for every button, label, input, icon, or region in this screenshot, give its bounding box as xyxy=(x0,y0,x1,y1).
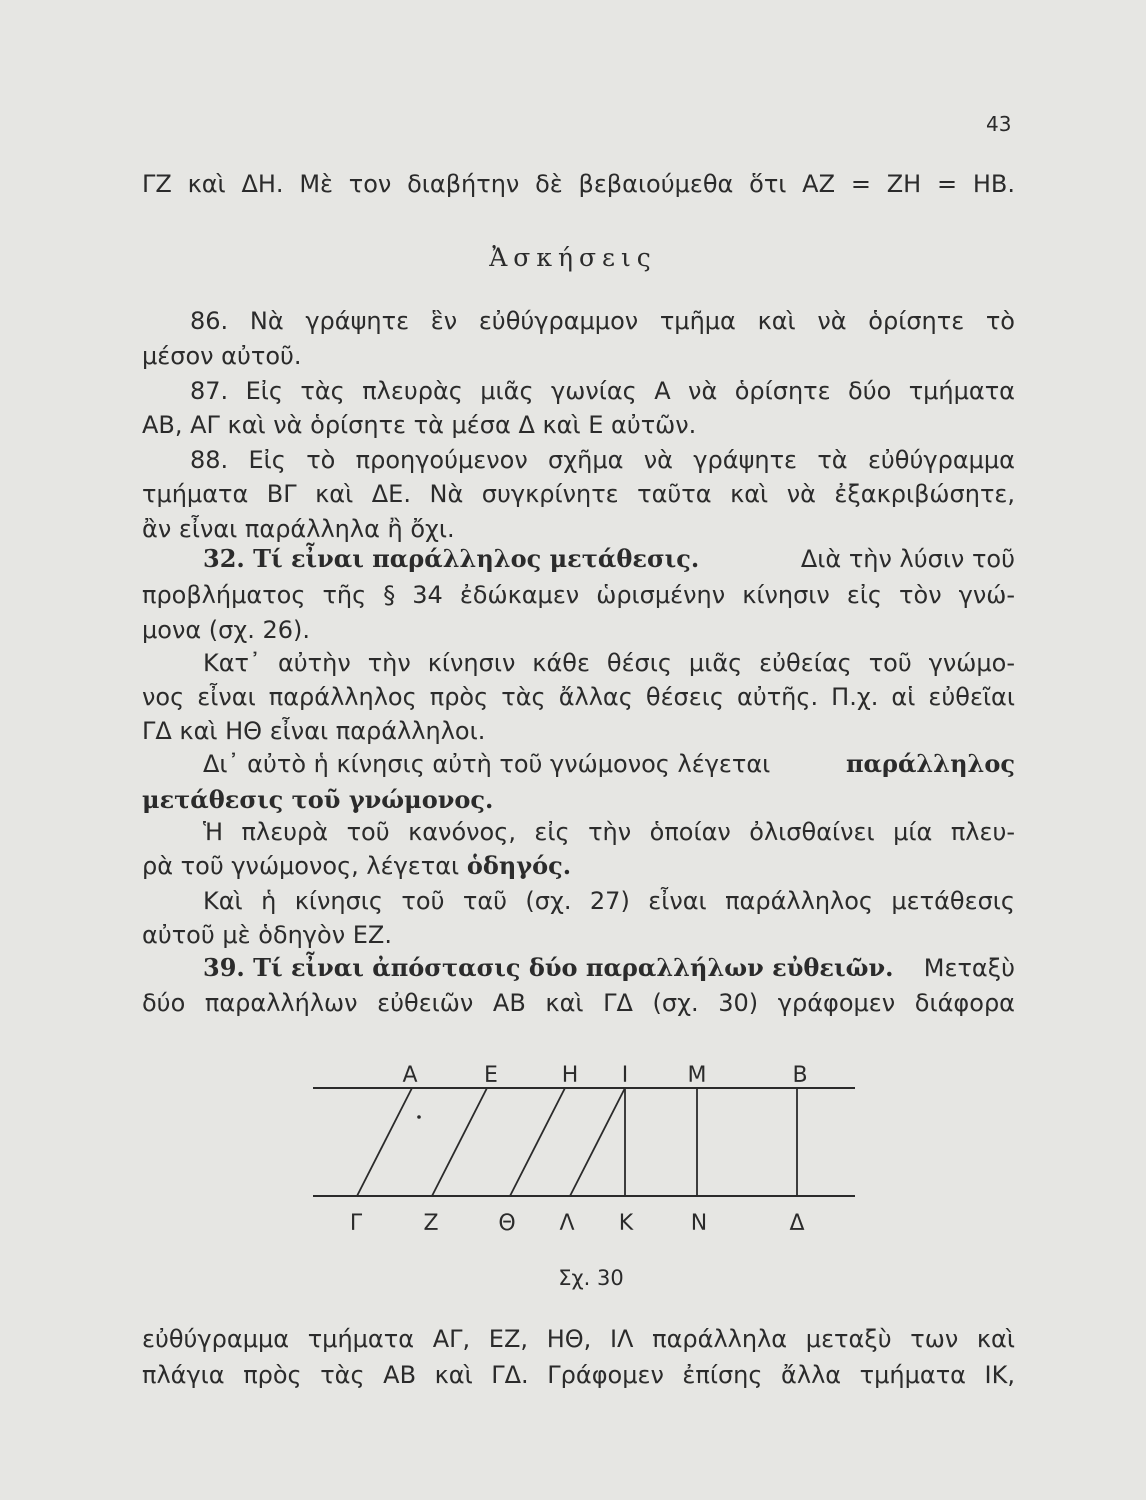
figure-caption: Σχ. 30 xyxy=(558,1266,624,1290)
bold-term: παράλληλος xyxy=(845,749,1015,778)
page-number: 43 xyxy=(986,112,1012,136)
segment-ag xyxy=(357,1088,412,1196)
exercise-86-line: 86. Νὰ γράψητε ἓν εὐθύγραμμον τμῆμα καὶ νὰ ὁρίσητε τὸ xyxy=(190,307,1015,335)
segment-il xyxy=(570,1088,625,1196)
label-b: Β xyxy=(792,1063,808,1088)
exercise-87-line: ΑΒ, ΑΓ καὶ νὰ ὁρίσητε τὰ μέσα Δ καὶ Ε αὐτῶν. xyxy=(142,411,697,439)
label-th: Θ xyxy=(498,1211,516,1236)
section-39-line: δύο παραλλήλων εὐθειῶν ΑΒ καὶ ΓΔ (σχ. 30) γράφομεν διάφορα xyxy=(142,989,1015,1017)
bold-term: ὁδηγός. xyxy=(466,851,572,880)
section-32-text: Διὰ τὴν λύσιν τοῦ xyxy=(800,545,1015,573)
exercise-87-line: 87. Εἰς τὰς πλευρὰς μιᾶς γωνίας Α νὰ ὁρίσητε δύο τμήματα xyxy=(190,377,1015,405)
section-32-line: ΓΔ καὶ ΗΘ εἶναι παράλληλοι. xyxy=(142,717,486,745)
section-32-line: Ἡ πλευρὰ τοῦ κανόνος, εἰς τὴν ὁποίαν ὀλισθαίνει μία πλευ- xyxy=(203,818,1015,846)
exercise-88-line: τμήματα ΒΓ καὶ ΔΕ. Νὰ συγκρίνητε ταῦτα καὶ νὰ ἐξακριβώσητε, xyxy=(142,480,1015,508)
label-g: Γ xyxy=(349,1211,363,1236)
section-39-text: Μεταξὺ xyxy=(923,954,1015,982)
label-k: Κ xyxy=(618,1211,634,1236)
label-h: Η xyxy=(561,1063,579,1088)
label-d: Δ xyxy=(789,1211,805,1236)
dot-mark xyxy=(417,1115,421,1119)
exercise-88-line: 88. Εἰς τὸ προηγούμενον σχῆμα νὰ γράψητε τὰ εὐθύγραμμα xyxy=(190,446,1015,474)
section-39-title: 39. Τί εἶναι ἀπόστασις δύο παραλλήλων εὐθειῶν. xyxy=(203,953,894,982)
section-32-line: Κατ᾿ αὐτὴν τὴν κίνησιν κάθε θέσις μιᾶς εὐθείας τοῦ γνώμο- xyxy=(203,649,1015,677)
label-i: Ι xyxy=(621,1063,629,1088)
label-l: Λ xyxy=(559,1211,575,1236)
label-e: Ε xyxy=(484,1063,498,1088)
text-line: πλάγια πρὸς τὰς ΑΒ καὶ ΓΔ. Γράφομεν ἐπίσης ἄλλα τμήματα ΙΚ, xyxy=(142,1361,1015,1389)
section-32-title: 32. Τί εἶναι παράλληλος μετάθεσις. xyxy=(203,544,700,573)
section-32-text: Δι᾿ αὐτὸ ἡ κίνησις αὐτὴ τοῦ γνώμονος λέγεται xyxy=(203,750,771,778)
section-32-line: προβλήματος τῆς § 34 ἐδώκαμεν ὡρισμένην κίνησιν εἰς τὸν γνώ- xyxy=(142,581,1015,609)
text-line: ΓΖ καὶ ΔΗ. Μὲ τον διαβήτην δὲ βεβαιούμεθα ὅτι ΑΖ = ΖΗ = ΗΒ. xyxy=(142,170,1015,198)
section-32-text: ρὰ τοῦ γνώμονος, λέγεται xyxy=(142,852,460,880)
bold-term: μετάθεσις τοῦ γνώμονος. xyxy=(142,785,494,814)
section-32-line: νος εἶναι παράλληλος πρὸς τὰς ἄλλας θέσεις αὐτῆς. Π.χ. αἱ εὐθεῖαι xyxy=(142,683,1015,711)
exercise-86-line: μέσον αὐτοῦ. xyxy=(142,342,302,370)
label-n: Ν xyxy=(690,1211,708,1236)
section-32-line: Καὶ ἡ κίνησις τοῦ ταῦ (σχ. 27) εἶναι παράλληλος μετάθεσις xyxy=(203,887,1015,915)
section-32-line: μονα (σχ. 26). xyxy=(142,616,311,644)
segment-ht xyxy=(510,1088,565,1196)
exercise-88-line: ἂν εἶναι παράλληλα ἢ ὄχι. xyxy=(142,515,455,543)
label-a: Α xyxy=(402,1063,418,1088)
label-z: Ζ xyxy=(423,1211,439,1236)
label-m: Μ xyxy=(687,1063,707,1088)
section-heading: Ἀσκήσεις xyxy=(489,243,657,272)
segment-ez xyxy=(432,1088,487,1196)
text-line: εὐθύγραμμα τμήματα ΑΓ, ΕΖ, ΗΘ, ΙΛ παράλληλα μεταξὺ των καὶ xyxy=(142,1325,1015,1353)
section-32-line: αὐτοῦ μὲ ὁδηγὸν ΕΖ. xyxy=(142,921,392,949)
